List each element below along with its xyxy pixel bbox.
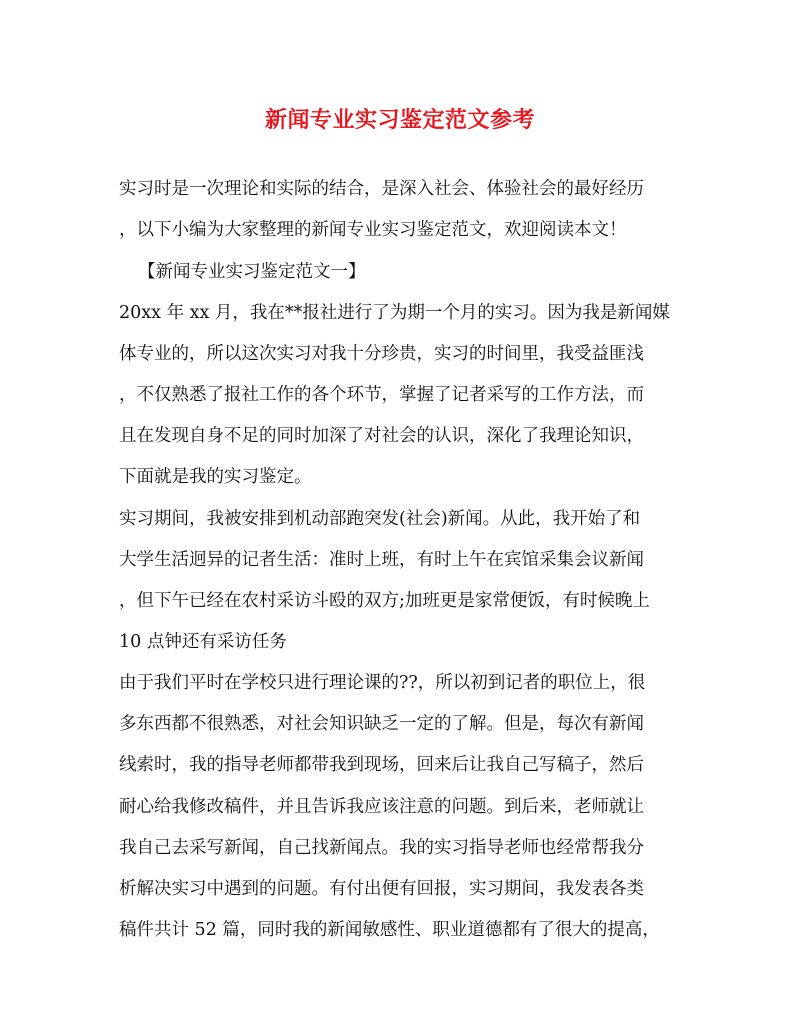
body-text-line: 耐心给我修改稿件，并且告诉我应该注意的问题。到后来，老师就让 (119, 797, 644, 817)
body-text-line: 多东西都不很熟悉，对社会知识缺乏一定的了解。但是，每次有新闻 (119, 714, 644, 734)
body-text-line: 20xx 年 xx 月，我在**报社进行了为期一个月的实习。因为我是新闻媒 (119, 303, 670, 323)
body-text-line: 我自己去采写新闻，自己找新闻点。我的实习指导老师也经常帮我分 (119, 838, 644, 858)
body-text-line: 线索时，我的指导老师都带我到现场，回来后让我自己写稿子，然后 (119, 755, 644, 775)
body-text-line: 10 点钟还有采访任务 (119, 632, 287, 652)
body-text-line: 体专业的，所以这次实习对我十分珍贵，实习的时间里，我受益匪浅 (119, 344, 644, 364)
section-heading: 【新闻专业实习鉴定范文一】 (138, 262, 366, 282)
body-text-line: 实习期间，我被安排到机动部跑突发(社会)新闻。从此，我开始了和 (119, 509, 641, 529)
body-text-line: ，以下小编为大家整理的新闻专业实习鉴定范文，欢迎阅读本文！ (119, 220, 627, 240)
body-text-line: 大学生活迥异的记者生活：准时上班，有时上午在宾馆采集会议新闻 (119, 550, 644, 570)
body-text-line: 稿件共计 52 篇，同时我的新闻敏感性、职业道德都有了很大的提高， (119, 920, 660, 940)
body-text-line: 实习时是一次理论和实际的结合，是深入社会、体验社会的最好经历 (119, 179, 644, 199)
body-text-line: 下面就是我的实习鉴定。 (119, 467, 312, 487)
body-text-line: 由于我们平时在学校只进行理论课的??，所以初到记者的职位上，很 (119, 673, 646, 693)
body-text-line: ，但下午已经在农村采访斗殴的双方;加班更是家常便饭，有时候晚上 (119, 591, 650, 611)
body-text-line: 析解决实习中遇到的问题。有付出便有回报，实习期间，我发表各类 (119, 879, 644, 899)
body-text-line: ，不仅熟悉了报社工作的各个环节，掌握了记者采写的工作方法，而 (119, 385, 644, 405)
document-title: 新闻专业实习鉴定范文参考 (264, 107, 535, 133)
body-text-line: 且在发现自身不足的同时加深了对社会的认识，深化了我理论知识， (119, 426, 644, 446)
